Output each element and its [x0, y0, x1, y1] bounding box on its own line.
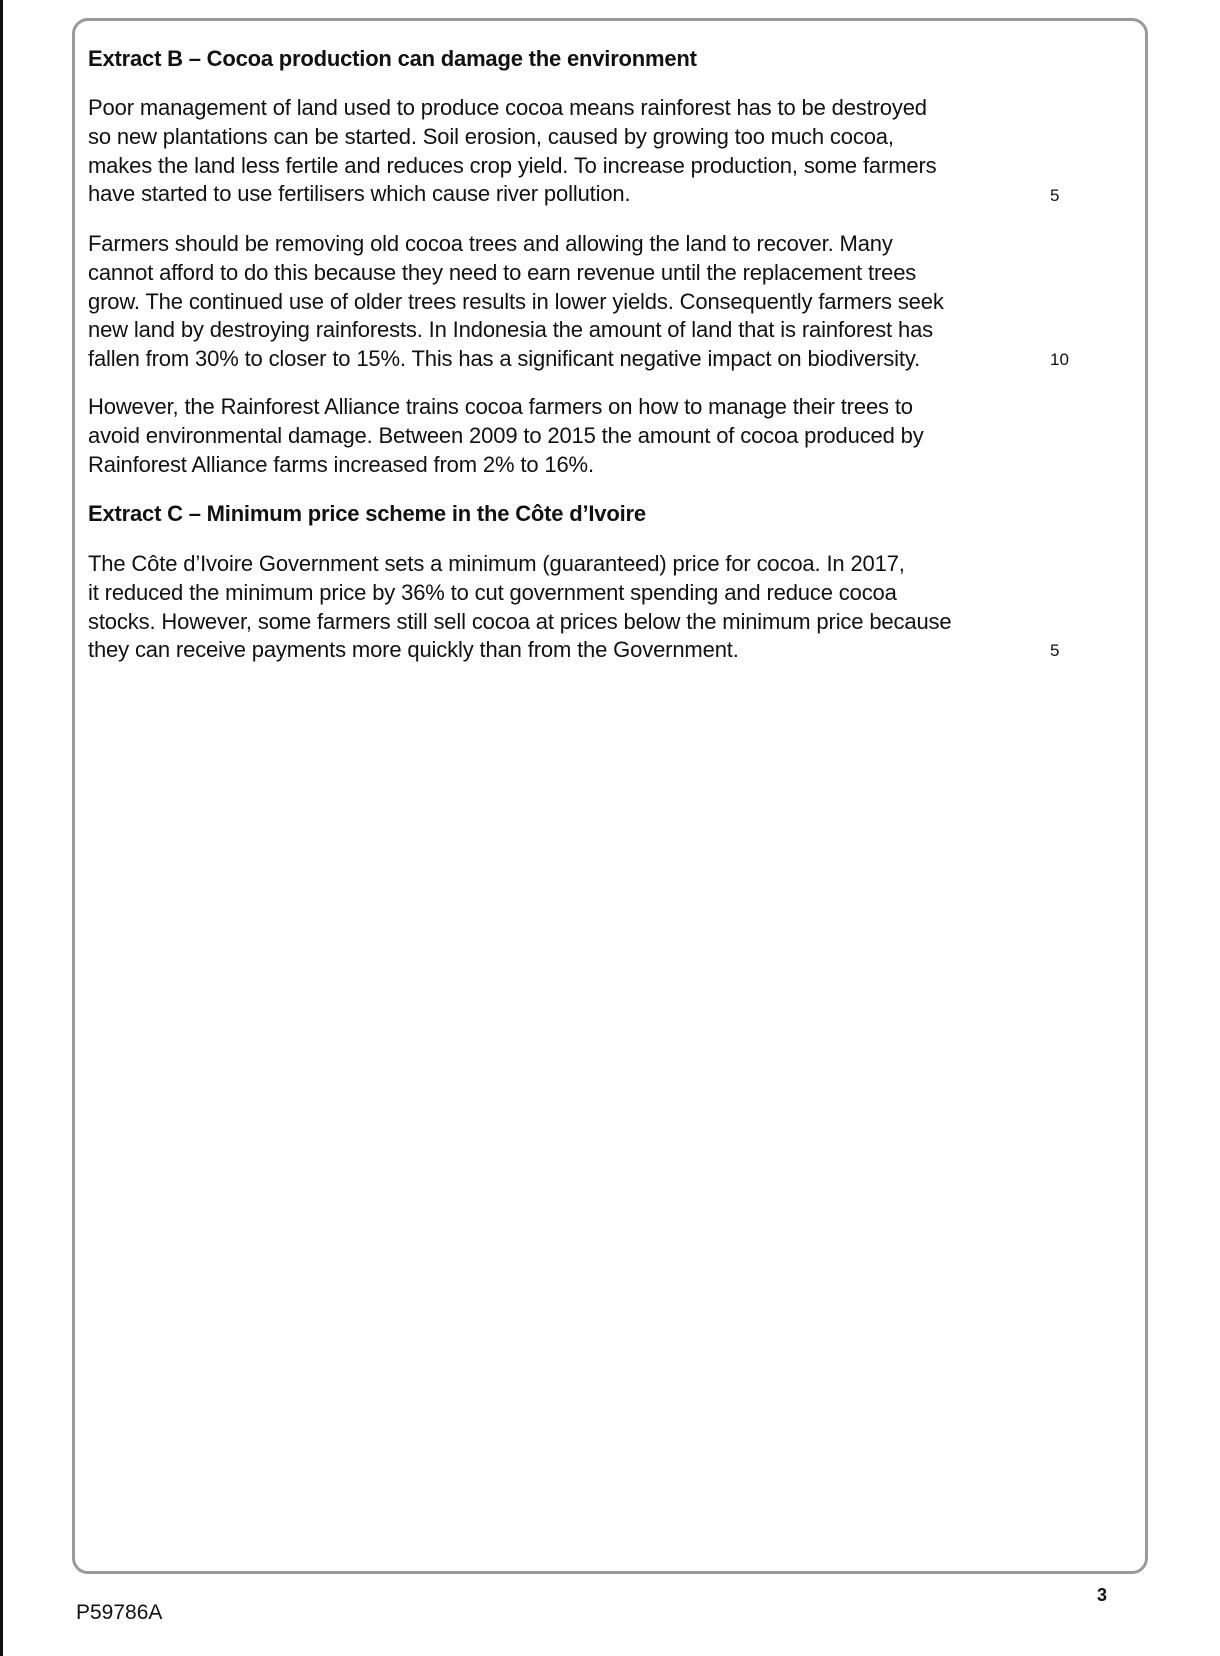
text-line: avoid environmental damage. Between 2009 to 2015 the amount of cocoa produced by: [88, 422, 924, 448]
extract-c-paragraph-1: [88, 550, 1028, 665]
text-line: However, the Rainforest Alliance trains cocoa farmers on how to manage their trees to: [88, 394, 913, 419]
line-number-10: 10: [1050, 350, 1069, 369]
text-line: it reduced the minimum price by 36% to cut government spending and reduce cocoa: [88, 579, 897, 605]
text-line: Rainforest Alliance farms increased from 2% to 16%.: [88, 451, 594, 477]
text-line: grow. The continued use of older trees results in lower yields. Consequently farmers seek: [88, 288, 944, 314]
text-line: The Côte d’Ivoire Government sets a minimum (guaranteed) price for cocoa. In 2017,: [88, 551, 905, 576]
line-number-5: 5: [1050, 641, 1060, 660]
text-line: have started to use fertilisers which cause river pollution.: [88, 181, 631, 207]
extract-c-heading: Extract C – Minimum price scheme in the Côte d’Ivoire: [88, 501, 646, 526]
text-line: stocks. However, some farmers still sell cocoa at prices below the minimum price because: [88, 608, 952, 634]
text-line: new land by destroying rainforests. In Indonesia the amount of land that is rainforest has: [88, 317, 934, 343]
paper-reference-code: P59786A: [76, 1601, 163, 1624]
extract-b-paragraph-3: [88, 393, 1028, 479]
text-line: so new plantations can be started. Soil erosion, caused by growing too much cocoa,: [88, 123, 894, 149]
text-line: cannot afford to do this because they need to earn revenue until the replacement trees: [88, 259, 917, 285]
text-line: they can receive payments more quickly than from the Government.: [88, 637, 739, 663]
text-line: Poor management of land used to produce cocoa means rainforest has to be destroyed: [88, 95, 927, 120]
extract-b-paragraph-1: [88, 94, 1028, 209]
page-left-edge: [0, 0, 3, 1656]
extract-b-paragraph-2: [88, 230, 1028, 374]
text-line: Farmers should be removing old cocoa trees and allowing the land to recover. Many: [88, 231, 893, 256]
page-number: 3: [1097, 1585, 1108, 1605]
text-line: makes the land less fertile and reduces crop yield. To increase production, some farmers: [88, 152, 937, 178]
line-number-5: 5: [1050, 186, 1060, 205]
text-line: fallen from 30% to closer to 15%. This has a significant negative impact on biodiversity.: [88, 346, 921, 372]
extract-b-heading: Extract B – Cocoa production can damage the environment: [88, 46, 697, 71]
